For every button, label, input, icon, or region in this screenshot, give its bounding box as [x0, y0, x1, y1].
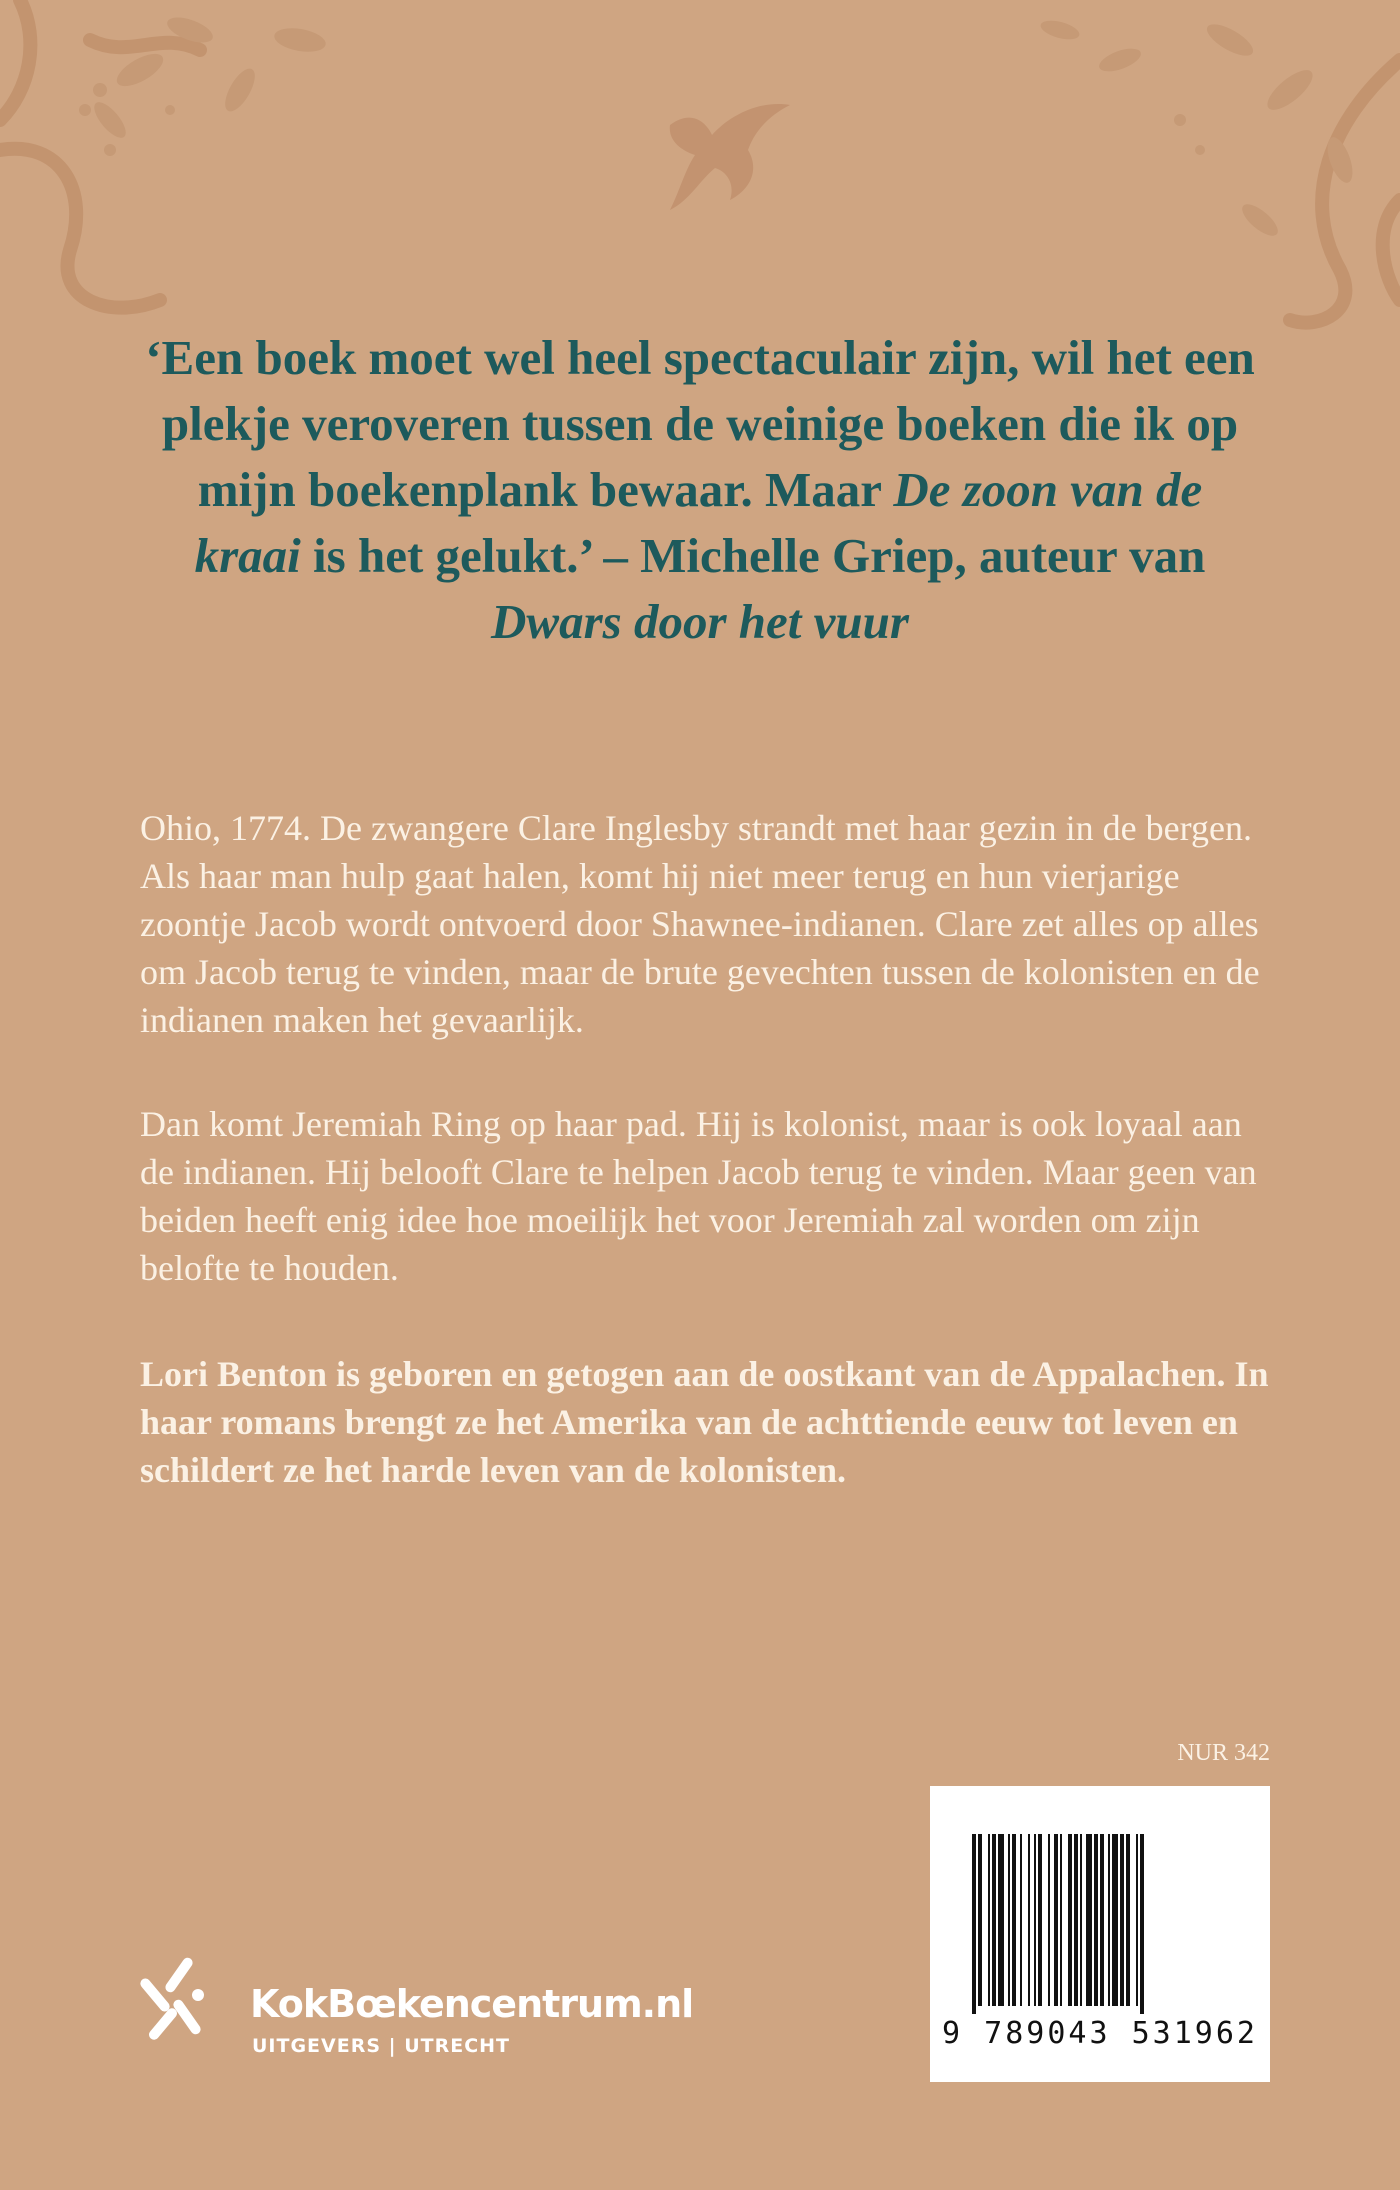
- quote-part-2: is het gelukt.’ – Michelle Griep, auteur van: [300, 528, 1206, 583]
- nur-code: NUR 342: [1177, 1740, 1270, 1766]
- author-bio: Lori Benton is geboren en getogen aan de oostkant van de Appalachen. In haar romans brengt ze het Amerika van de achttiende eeuw tot leven en schildert ze het harde leven van de kolonisten.: [140, 1354, 1269, 1490]
- review-quote: [140, 325, 1260, 655]
- barcode-bars: [970, 1834, 1230, 2014]
- publisher-logo-icon: [140, 1955, 220, 2045]
- blurb-paragraph-1: Ohio, 1774. De zwangere Clare Inglesby strandt met haar gezin in de bergen. Als haar man hulp gaat halen, komt hij niet meer terug en hun vierjarige zoontje Jacob wordt ontvoerd door Shawnee-indianen. Clare zet alles op alles om Jacob terug te vinden, maar de brute gevechten tussen de kolonisten en de indianen maken het gevaarlijk.: [140, 808, 1260, 1040]
- quote-source-title: Dwars door het vuur: [491, 594, 909, 649]
- quote-part-1: ‘Een boek moet wel heel spectaculair zijn, wil het een plekje veroveren tussen de weinige boeken die ik op mijn boekenplank bewaar. Maar: [145, 330, 1255, 517]
- blurb-paragraph-2: Dan komt Jeremiah Ring op haar pad. Hij is kolonist, maar is ook loyaal aan de indianen. Hij belooft Clare te helpen Jacob terug te vinden. Maar geen van beiden heeft enig idee hoe moeilijk het voor Jeremiah zal worden om zijn belofte te houden.: [140, 1104, 1257, 1288]
- isbn-barcode: [930, 1786, 1270, 2082]
- quote-book-title: De zoon van de kraai: [194, 462, 1203, 583]
- publisher-subtitle: UITGEVERS | UTRECHT: [252, 2035, 511, 2057]
- branch-bird-ornament: [0, 0, 1400, 330]
- publisher-name: KokBœkencentrum.nl: [250, 1982, 694, 2026]
- isbn-number: 9 789043 531962: [942, 2016, 1258, 2051]
